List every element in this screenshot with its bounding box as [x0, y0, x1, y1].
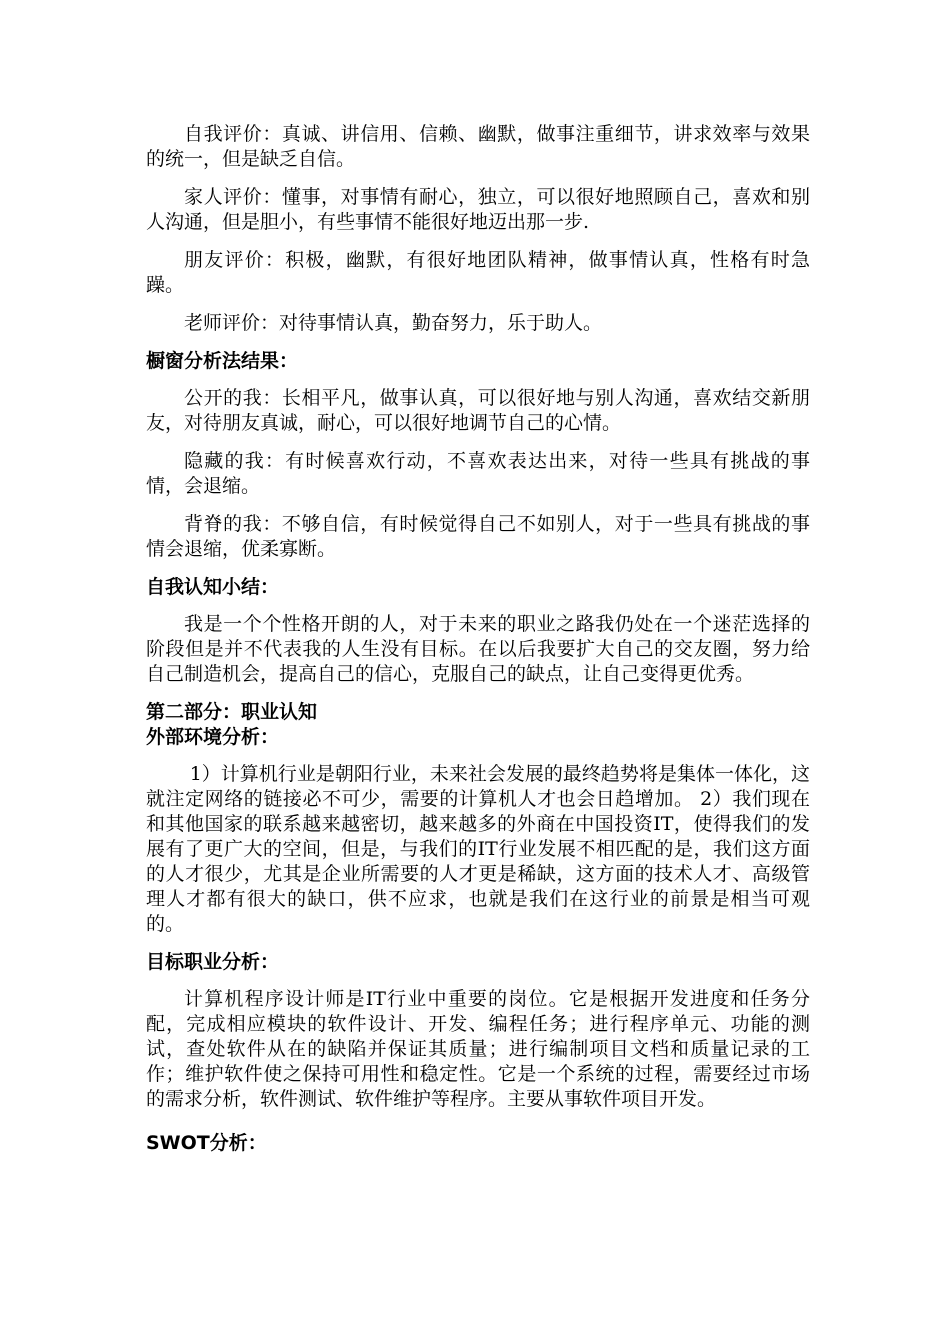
- document-body: [146, 122, 810, 1156]
- friends-evaluation-paragraph: 朋友评价：积极，幽默，有很好地团队精神，做事情认真，性格有时急躁。: [146, 249, 810, 296]
- self-evaluation-paragraph: 自我评价：真诚、讲信用、信赖、幽默，做事注重细节，讲求效率与效果的统一，但是缺乏自信。: [146, 123, 810, 170]
- open-self-paragraph: 公开的我：长相平凡，做事认真，可以很好地与别人沟通，喜欢结交新朋友，对待朋友真诚，耐心，可以很好地调节自己的心情。: [146, 387, 810, 434]
- target-career-heading: 目标职业分析：: [146, 951, 280, 973]
- hidden-self-paragraph: 隐藏的我：有时候喜欢行动，不喜欢表达出来，对待一些具有挑战的事情，会退缩。: [146, 450, 810, 497]
- johari-heading: 橱窗分析法结果：: [146, 350, 299, 372]
- self-summary-paragraph: 我是一个个性格开朗的人，对于未来的职业之路我仍处在一个迷茫选择的阶段但是并不代表我的人生没有目标。在以后我要扩大自己的交友圈，努力给自己制造机会，提高自己的信心，克服自己的缺点，让自己变得更优秀。: [146, 613, 810, 685]
- swot-heading: SWOT分析：: [146, 1132, 267, 1154]
- blind-self-paragraph: 背脊的我：不够自信，有时候觉得自己不如别人，对于一些具有挑战的事情会退缩，优柔寡断。: [146, 513, 810, 560]
- target-career-paragraph: 计算机程序设计师是IT行业中重要的岗位。它是根据开发进度和任务分配，完成相应模块的软件设计、开发、编程任务；进行程序单元、功能的测试，查处软件从在的缺陷并保证其质量；进行编制项目文档和质量记录的工作；维护软件使之保持可用性和稳定性。它是一个系统的过程，需要经过市场的需求分析，软件测试、软件维护等程序。主要从事软件项目开发。: [146, 988, 810, 1110]
- self-summary-heading: 自我认知小结：: [146, 576, 280, 598]
- part-two-heading: 第二部分：职业认知: [146, 701, 318, 723]
- external-environment-paragraph: 1）计算机行业是朝阳行业，未来社会发展的最终趋势将是集体一体化，这就注定网络的链接必不可少，需要的计算机人才也会日趋增加。 2）我们现在和其他国家的联系越来越密切，越来越多的外商在中国投资IT，使得我们的发展有了更广大的空间，但是，与我们的IT行业发展不相匹配的是，我们这方面的人才很少，尤其是企业所需要的人才更是稀缺，这方面的技术人才、高级管理人才都有很大的缺口，供不应求，也就是我们在这行业的前景是相当可观的。: [146, 763, 810, 935]
- external-environment-heading: 外部环境分析：: [146, 726, 280, 748]
- family-evaluation-paragraph: 家人评价：懂事，对事情有耐心，独立，可以很好地照顾自己，喜欢和别人沟通，但是胆小，有些事情不能很好地迈出那一步.: [146, 186, 810, 233]
- teacher-evaluation-paragraph: 老师评价：对待事情认真，勤奋努力，乐于助人。: [184, 312, 603, 334]
